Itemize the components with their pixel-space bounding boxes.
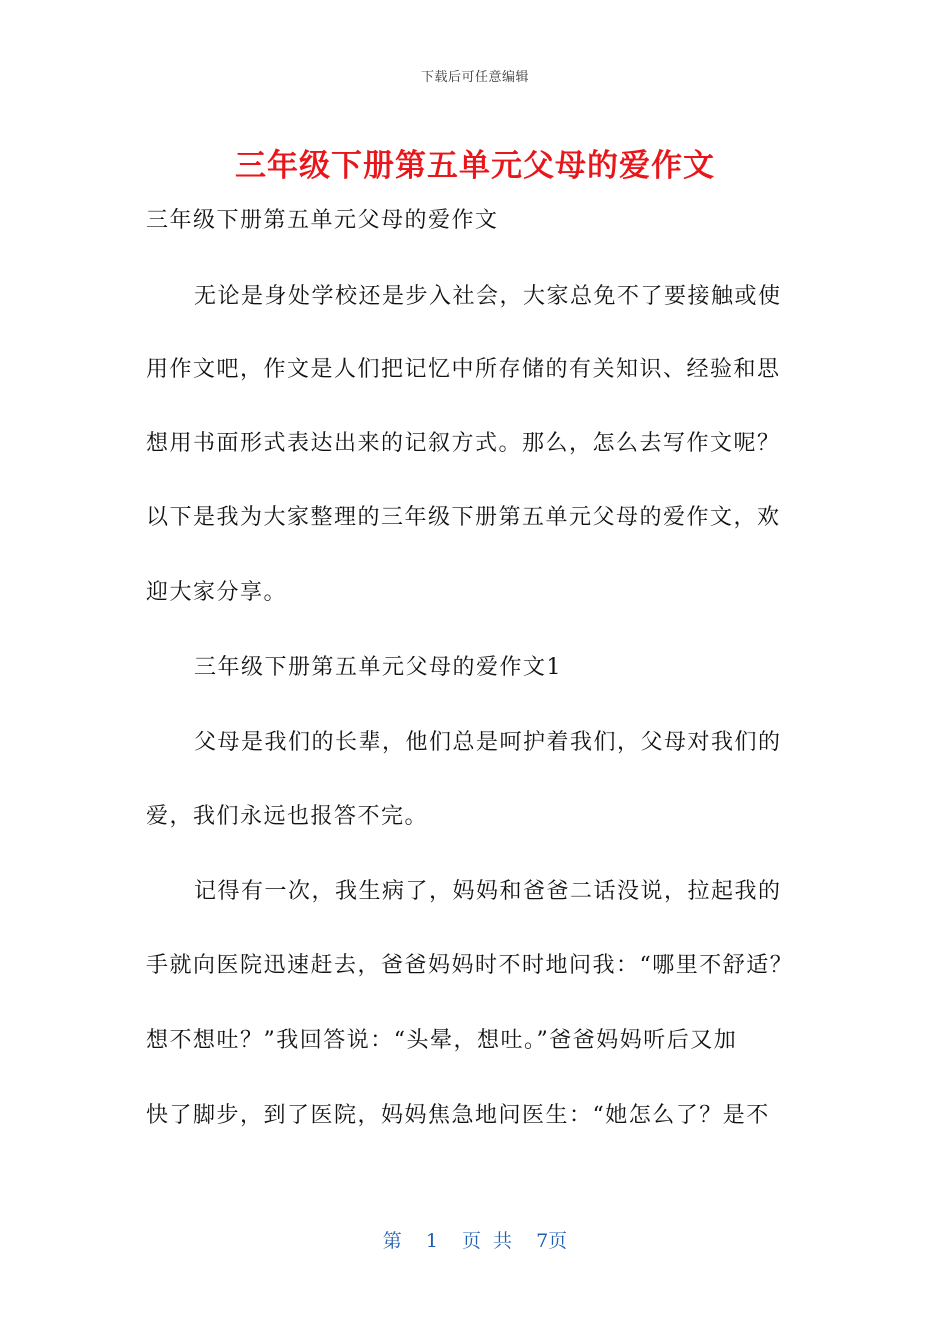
document-subtitle: 三年级下册第五单元父母的爱作文 [146, 208, 499, 233]
total-pages: 7页 [536, 1230, 568, 1252]
header-note: 下载后可任意编辑 [420, 70, 529, 85]
footer-prefix: 第 [382, 1230, 402, 1252]
paragraph-line: 父母是我们的长辈，他们总是呵护着我们，父母对我们的 [194, 730, 782, 755]
paragraph-line: 以下是我为大家整理的三年级下册第五单元父母的爱作文，欢 [146, 505, 781, 530]
paragraph-line: 想用书面形式表达出来的记叙方式。那么，怎么去写作文呢？ [146, 431, 781, 456]
paragraph-line: 快了脚步，到了医院，妈妈焦急地问医生：“她怎么了？是不 [146, 1103, 770, 1128]
section-heading: 三年级下册第五单元父母的爱作文1 [194, 655, 562, 680]
paragraph-line: 用作文吧，作文是人们把记忆中所存储的有关知识、经验和思 [146, 357, 781, 382]
page-footer [0, 1226, 950, 1253]
document-title: 三年级下册第五单元父母的爱作文 [235, 148, 715, 184]
paragraph-line: 迎大家分享。 [146, 580, 288, 605]
page-number: 1 [425, 1230, 438, 1252]
paragraph-line: 记得有一次，我生病了，妈妈和爸爸二话没说，拉起我的 [194, 879, 782, 904]
paragraph-line: 手就向医院迅速赶去，爸爸妈妈时不时地问我：“哪里不舒适？ [146, 953, 794, 978]
paragraph-line: 无论是身处学校还是步入社会，大家总免不了要接触或使 [194, 284, 782, 309]
paragraph-line: 爱，我们永远也报答不完。 [146, 804, 429, 829]
paragraph-line: 想不想吐？”我回答说：“头晕，想吐。”爸爸妈妈听后又加 [146, 1028, 738, 1053]
footer-middle: 页 共 [462, 1230, 513, 1252]
